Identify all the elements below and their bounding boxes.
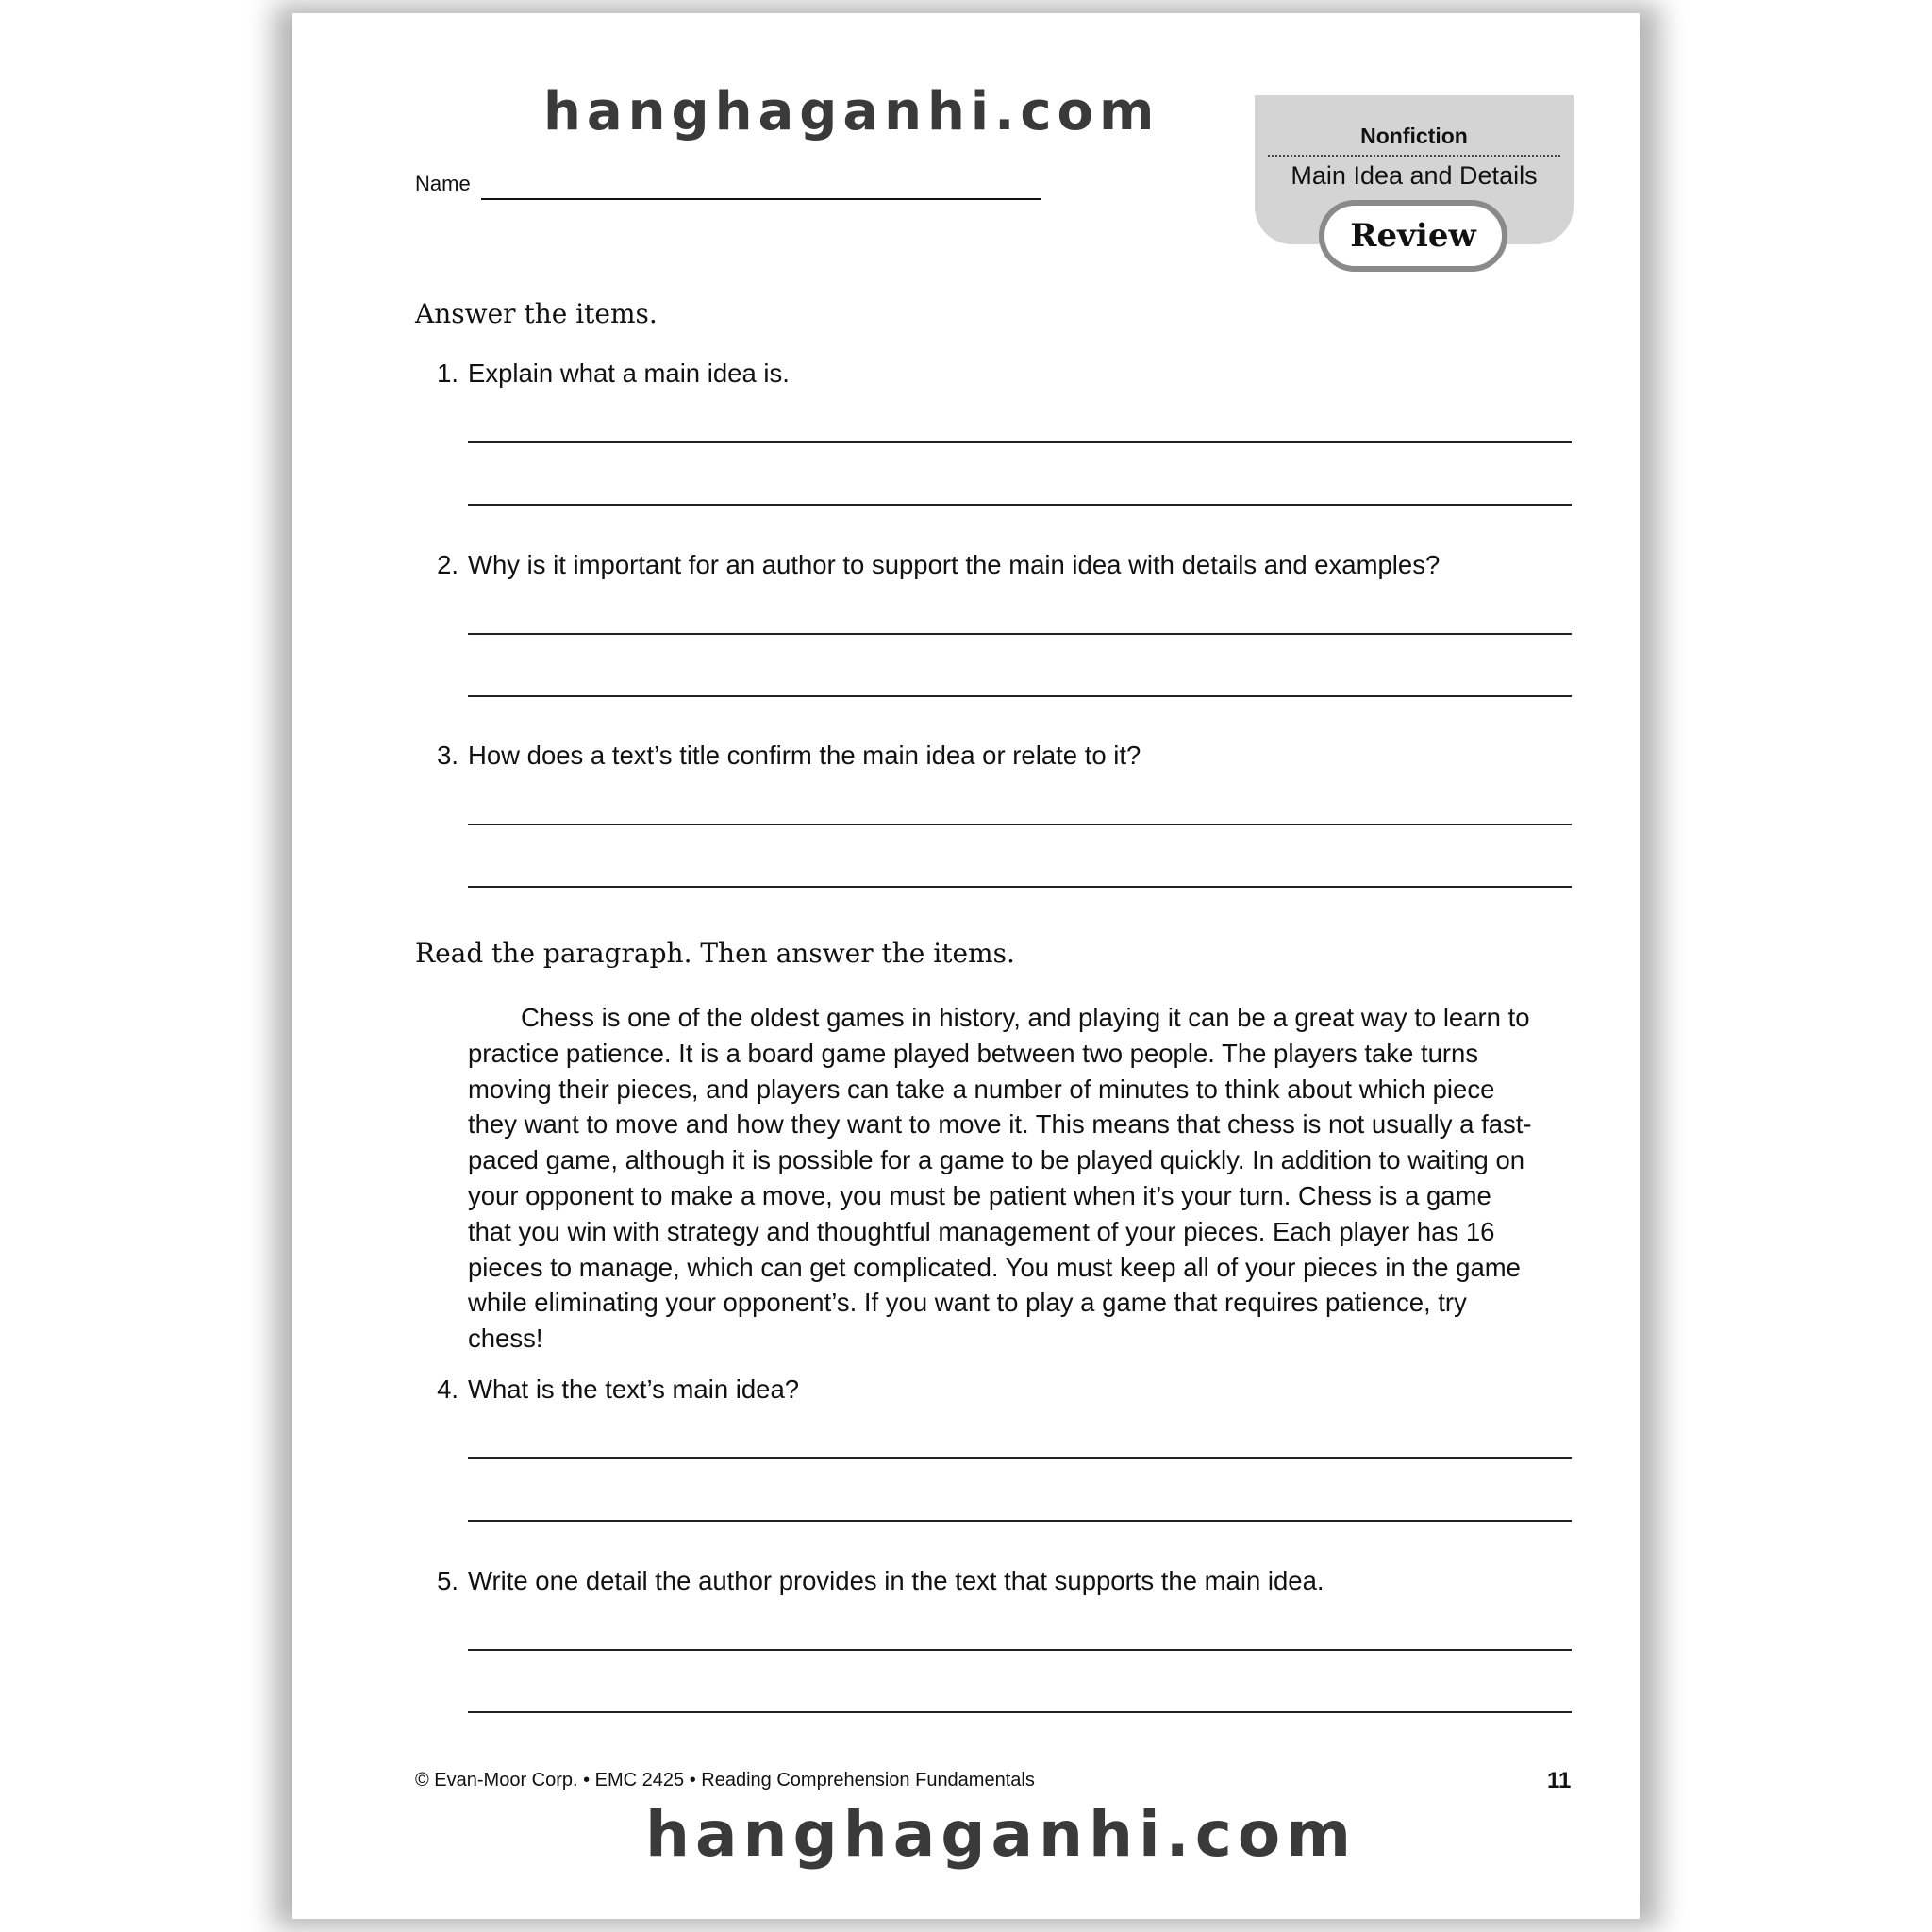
question-2 bbox=[415, 550, 1594, 580]
question-number: 3. bbox=[437, 741, 458, 770]
review-badge: Review bbox=[1319, 200, 1507, 272]
answer-line-3a[interactable] bbox=[468, 824, 1572, 825]
name-row bbox=[415, 172, 471, 196]
badge-divider bbox=[1268, 155, 1560, 157]
question-number: 1. bbox=[437, 358, 458, 388]
answer-line-5a[interactable] bbox=[468, 1649, 1572, 1651]
footer-copyright: © Evan-Moor Corp. • EMC 2425 • Reading Comprehension Fundamentals bbox=[415, 1770, 1035, 1790]
answer-line-5b[interactable] bbox=[468, 1711, 1572, 1713]
badge-topic: Main Idea and Details bbox=[1291, 161, 1538, 190]
name-field[interactable] bbox=[481, 198, 1041, 200]
answer-line-2a[interactable] bbox=[468, 633, 1572, 635]
badge-category: Nonfiction bbox=[1360, 124, 1468, 148]
answer-line-4b[interactable] bbox=[468, 1520, 1572, 1522]
question-4 bbox=[415, 1374, 1594, 1405]
question-1 bbox=[415, 358, 1594, 389]
section1-instruction: Answer the items. bbox=[415, 298, 658, 329]
question-5 bbox=[415, 1566, 1594, 1596]
question-number: 4. bbox=[437, 1374, 458, 1404]
answer-line-1b[interactable] bbox=[468, 504, 1572, 506]
section2-instruction: Read the paragraph. Then answer the items. bbox=[415, 938, 1015, 969]
answer-line-4a[interactable] bbox=[468, 1457, 1572, 1459]
question-text: Explain what a main idea is. bbox=[468, 358, 790, 388]
worksheet-page bbox=[292, 13, 1640, 1919]
watermark-top: hanghaganhi.com bbox=[543, 81, 1160, 142]
question-text: What is the text’s main idea? bbox=[468, 1374, 800, 1404]
question-text: How does a text’s title confirm the main idea or relate to it? bbox=[468, 741, 1141, 770]
question-number: 2. bbox=[437, 550, 458, 579]
answer-line-3b[interactable] bbox=[468, 886, 1572, 888]
question-text: Why is it important for an author to support the main idea with details and examples? bbox=[468, 550, 1441, 579]
name-label: Name bbox=[415, 172, 471, 195]
page-number: 11 bbox=[1547, 1768, 1572, 1793]
question-text: Write one detail the author provides in the text that supports the main idea. bbox=[468, 1566, 1324, 1595]
question-number: 5. bbox=[437, 1566, 458, 1595]
question-3 bbox=[415, 741, 1594, 771]
answer-line-2b[interactable] bbox=[468, 695, 1572, 697]
reading-paragraph: Chess is one of the oldest games in history, and playing it can be a great way to learn to practice patience. It is a board game played between two people. The players take turns moving their pieces, and players can take a number of minutes to think about which piece they want to move and how they want to move it. This means that chess is not usually a fast-paced game, although it is possible for a game to be played quickly. In addition to waiting on your opponent to make a move, you must be patient when it’s your turn. Chess is a game that you win with strategy and thoughtful management of your pieces. Each player has 16 pieces to manage, which can get complicated. You must keep all of your pieces in the game while eliminating your opponent’s. If you want to play a game that requires patience, try chess! bbox=[468, 1003, 1532, 1354]
answer-line-1a[interactable] bbox=[468, 441, 1572, 443]
watermark-bottom: hanghaganhi.com bbox=[645, 1798, 1357, 1871]
